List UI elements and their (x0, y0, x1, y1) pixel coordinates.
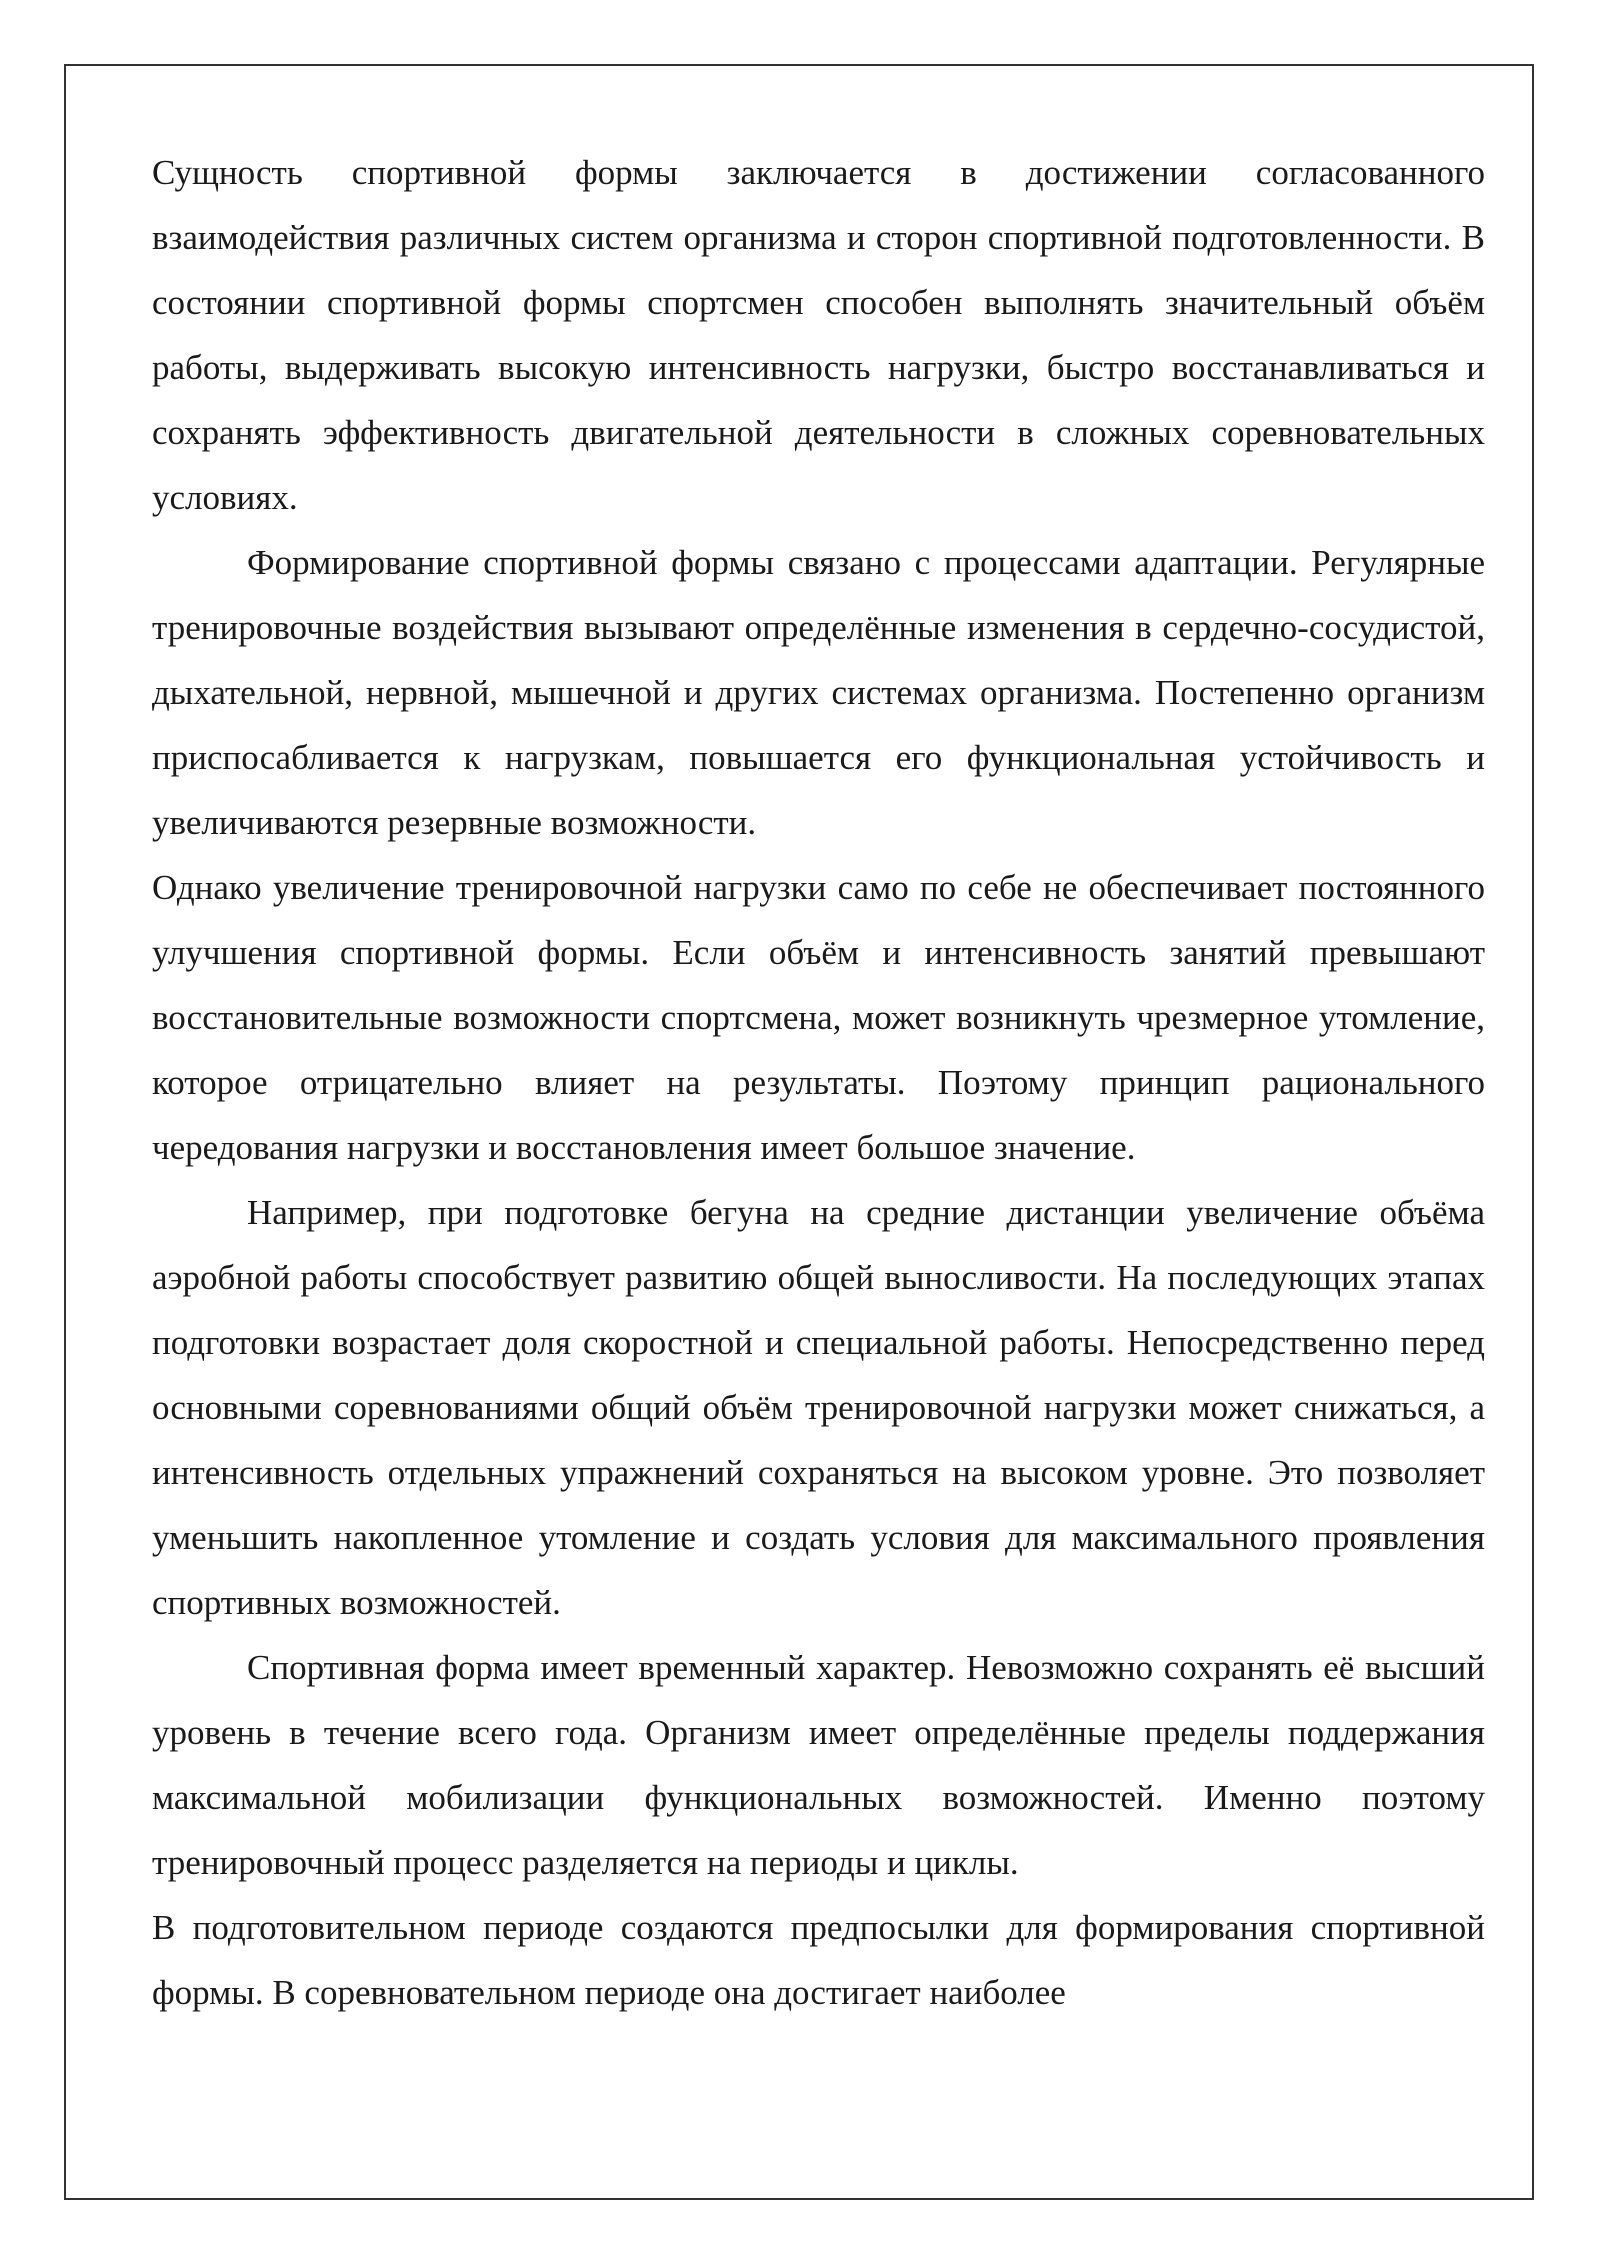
paragraph-3: Однако увеличение тренировочной нагрузки само по себе не обеспечивает постоянного улучшения спортивной формы. Если объём и интенсивность занятий превышают восстановительные возможности спортсмена, может возникнуть чрезмерное утомление, которое отрицательно влияет на результаты. Поэтому принцип рационального чередования нагрузки и восстановления имеет большое значение. (152, 868, 1485, 1167)
paragraph-1: Сущность спортивной формы заключается в достижении согласованного взаимодействия различных систем организма и сторон спортивной подготовленности. В состоянии спортивной формы спортсмен способен выполнять значительный объём работы, выдерживать высокую интенсивность нагрузки, быстро восстанавливаться и сохранять эффективность двигательной деятельности в сложных соревновательных условиях. (152, 153, 1485, 517)
paragraph-4: Например, при подготовке бегуна на средние дистанции увеличение объёма аэробной работы способствует развитию общей выносливости. На последующих этапах подготовки возрастает доля скоростной и специальной работы. Непосредственно перед основными соревнованиями общий объём тренировочной нагрузки может снижаться, а интенсивность отдельных упражнений сохраняться на высоком уровне. Это позволяет уменьшить накопленное утомление и создать условия для максимального проявления спортивных возможностей. (152, 1193, 1485, 1622)
paragraph-2: Формирование спортивной формы связано с процессами адаптации. Регулярные тренировочные воздействия вызывают определённые изменения в сердечно-сосудистой, дыхательной, нервной, мышечной и других системах организма. Постепенно организм приспосабливается к нагрузкам, повышается его функциональная устойчивость и увеличиваются резервные возможности. (152, 543, 1485, 842)
paragraph-5: Спортивная форма имеет временный характер. Невозможно сохранять её высший уровень в течение всего года. Организм имеет определённые пределы поддержания максимальной мобилизации функциональных возможностей. Именно поэтому тренировочный процесс разделяется на периоды и циклы. (152, 1648, 1485, 1882)
paragraph-6: В подготовительном периоде создаются предпосылки для формирования спортивной формы. В соревновательном периоде она достигает наиболее (152, 1908, 1485, 2012)
document-body (152, 140, 1485, 2025)
